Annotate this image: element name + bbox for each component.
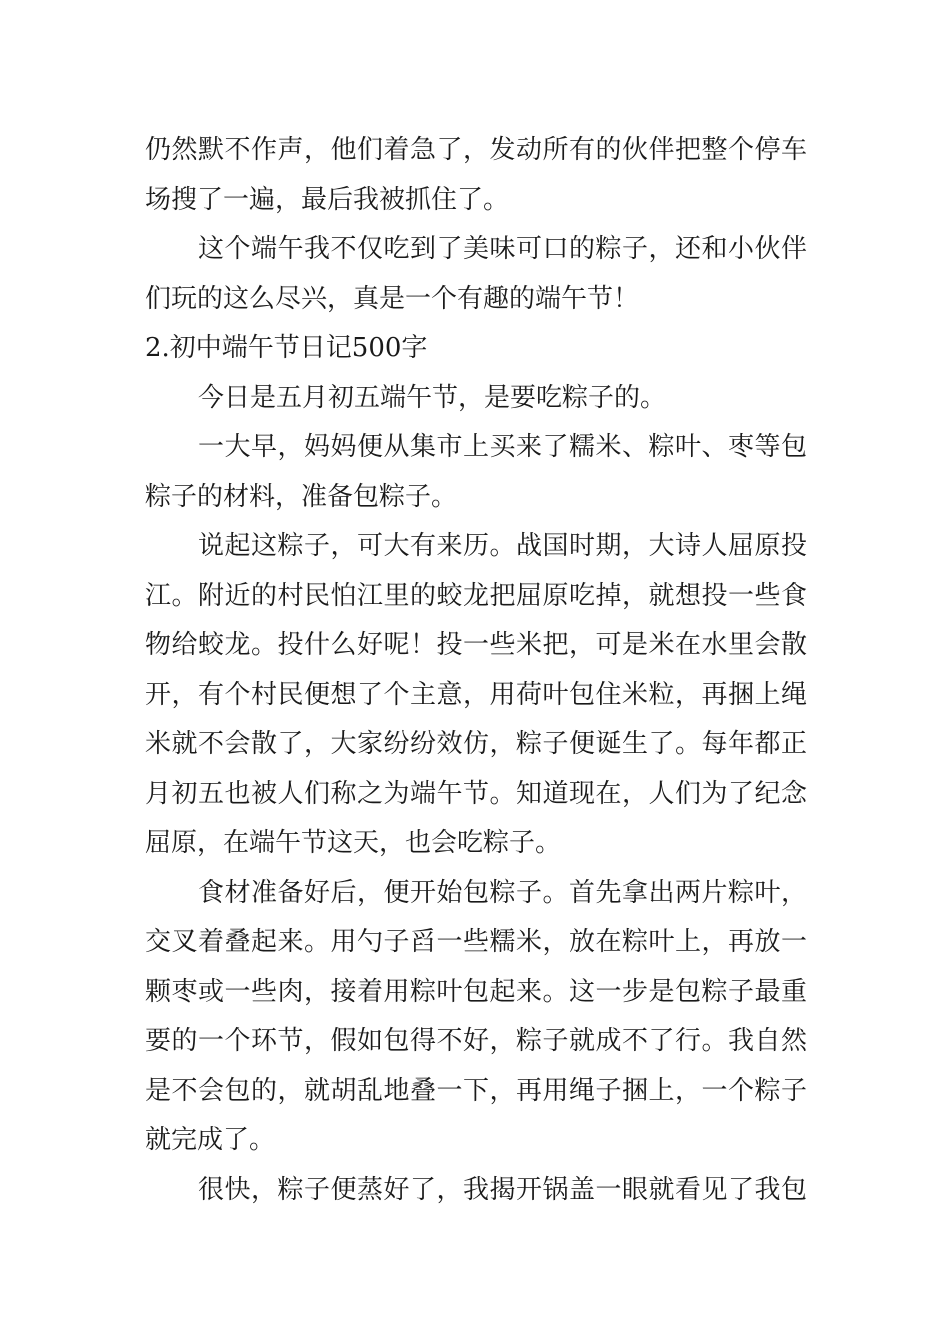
text-line: 江。附近的村民怕江里的蛟龙把屈原吃掉，就想投一些食 [145, 580, 807, 611]
text-line: 很快，粽子便蒸好了，我揭开锅盖一眼就看见了我包 [198, 1174, 807, 1205]
text-line: 今日是五月初五端午节，是要吃粽子的。 [198, 382, 667, 413]
text-line: 说起这粽子，可大有来历。战国时期，大诗人屈原投 [198, 531, 807, 561]
text-line: 是不会包的，就胡乱地叠一下，再用绳子捆上，一个粽子 [145, 1075, 807, 1106]
text-line: 物给蛟龙。投什么好呢！投一些米把，可是米在水里会散 [145, 630, 807, 660]
text-line: 场搜了一遍，最后我被抓住了。 [145, 184, 510, 215]
text-line: 食材准备好后，便开始包粽子。首先拿出两片粽叶， [198, 877, 807, 908]
text-line: 们玩的这么尽兴，真是一个有趣的端午节！ [145, 283, 640, 314]
section-heading: 2.初中端午节日记500字 [145, 333, 428, 363]
text-line: 月初五也被人们称之为端午节。知道现在，人们为了纪念 [145, 778, 807, 809]
text-line: 开，有个村民便想了个主意，用荷叶包住米粒，再捆上绳 [145, 679, 807, 710]
text-line: 仍然默不作声，他们着急了，发动所有的伙伴把整个停车 [145, 135, 807, 165]
text-line: 就完成了。 [145, 1125, 276, 1155]
text-line: 这个端午我不仅吃到了美味可口的粽子，还和小伙伴 [198, 234, 807, 264]
text-line: 粽子的材料，准备包粽子。 [145, 481, 458, 512]
text-line: 米就不会散了，大家纷纷效仿，粽子便诞生了。每年都正 [145, 729, 807, 759]
text-line: 交叉着叠起来。用勺子舀一些糯米，放在粽叶上，再放一 [145, 927, 807, 957]
text-line: 屈原，在端午节这天，也会吃粽子。 [145, 828, 562, 858]
text-line: 一大早，妈妈便从集市上买来了糯米、粽叶、枣等包 [198, 432, 807, 462]
body-text [145, 126, 807, 1215]
text-line: 要的一个环节，假如包得不好，粽子就成不了行。我自然 [145, 1026, 807, 1056]
text-line: 颗枣或一些肉，接着用粽叶包起来。这一步是包粽子最重 [145, 976, 807, 1007]
